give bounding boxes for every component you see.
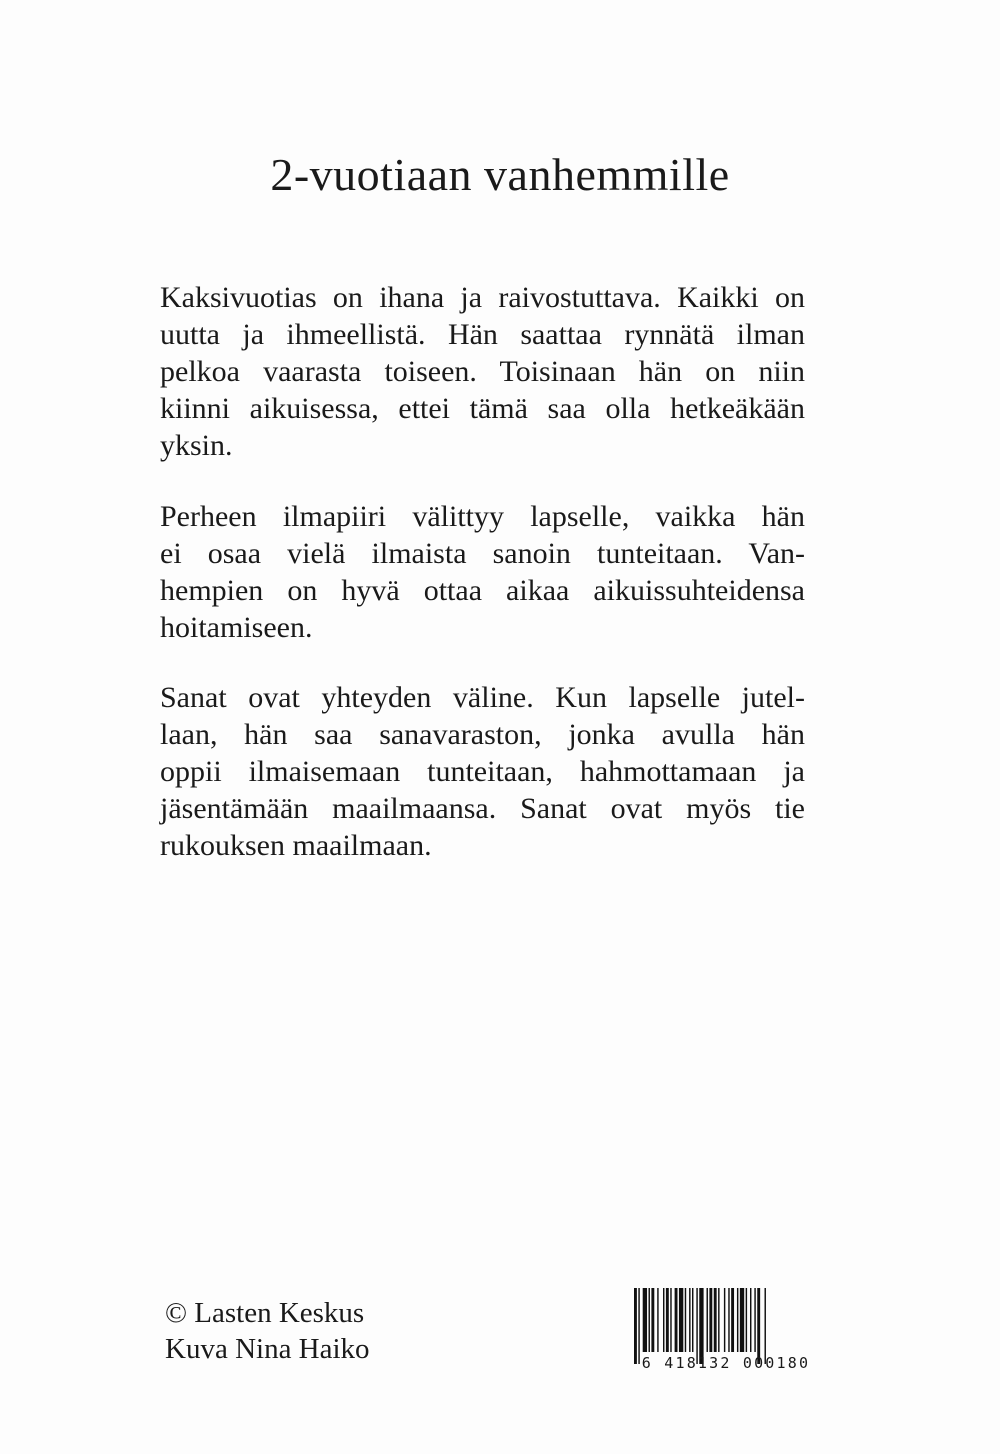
barcode-bar	[657, 1288, 658, 1352]
barcode-bar	[724, 1288, 725, 1352]
credits	[165, 1295, 370, 1367]
paragraph-3	[160, 679, 805, 864]
photo-credit: Kuva Nina Haiko	[165, 1333, 370, 1365]
barcode-bar	[675, 1288, 678, 1352]
barcode-bar	[692, 1288, 693, 1352]
barcode-bar	[699, 1288, 703, 1364]
barcode-bar	[754, 1288, 755, 1352]
barcode-bar	[765, 1288, 766, 1364]
barcode-bar	[707, 1288, 708, 1352]
barcode-bar	[746, 1288, 747, 1352]
text-line: yksin.	[160, 429, 233, 462]
text-line: Perheen ilmapiiri välittyy lapselle, vaikka hän	[160, 500, 805, 533]
text-line: kiinni aikuisessa, ettei tämä saa olla hetkeäkään	[160, 392, 805, 425]
barcode-bar	[718, 1288, 719, 1352]
barcode-bar	[643, 1288, 647, 1352]
barcode-bar	[638, 1288, 639, 1364]
text-line: hempien on hyvä ottaa aikaa aikuissuhteidensa	[160, 574, 805, 607]
page-title: 2-vuotiaan vanhemmille	[270, 149, 730, 200]
barcode-bar	[709, 1288, 712, 1352]
paragraph-1	[160, 279, 805, 464]
barcode-bar	[737, 1288, 738, 1352]
barcode-bar	[731, 1288, 734, 1352]
barcode-bar	[689, 1288, 690, 1352]
barcode-bar	[651, 1288, 654, 1352]
barcode-bar	[679, 1288, 683, 1352]
barcode-bar	[696, 1288, 697, 1364]
barcode-bar	[649, 1288, 650, 1352]
barcode-bar	[670, 1288, 671, 1352]
text-line: oppii ilmaisemaan tunteitaan, hahmottamaan ja	[160, 755, 805, 788]
text-line: laan, hän saa sanavaraston, jonka avulla hän	[160, 718, 805, 751]
barcode-bar	[750, 1288, 751, 1352]
text-line: Sanat ovat yhteyden väline. Kun lapselle jutel-	[160, 681, 805, 714]
text-line: rukouksen maailmaan.	[160, 829, 432, 862]
text-line: uutta ja ihmeellistä. Hän saattaa rynnätä ilman	[160, 318, 805, 351]
barcode-bar	[714, 1288, 717, 1352]
paragraph-2	[160, 498, 805, 646]
barcode-bar	[685, 1288, 686, 1352]
text-line: ei osaa vielä ilmaista sanoin tunteitaan. Van-	[160, 537, 805, 570]
barcode-bar	[757, 1288, 760, 1364]
barcode-bar	[740, 1288, 744, 1352]
text-line: pelkoa vaarasta toiseen. Toisinaan hän on niin	[160, 355, 805, 388]
text-line: hoitamiseen.	[160, 611, 313, 644]
barcode-bar	[728, 1288, 729, 1352]
publisher-credit: © Lasten Keskus	[165, 1297, 365, 1329]
barcode-bar	[663, 1288, 664, 1352]
barcode-bar	[634, 1288, 637, 1364]
barcode-digits: 6 418132 000180	[641, 1354, 811, 1372]
text-line: jäsentämään maailmaansa. Sanat ovat myös tie	[160, 792, 805, 825]
barcode-bar	[666, 1288, 669, 1352]
text-line: Kaksivuotias on ihana ja raivostuttava. Kaikki on	[160, 281, 805, 314]
